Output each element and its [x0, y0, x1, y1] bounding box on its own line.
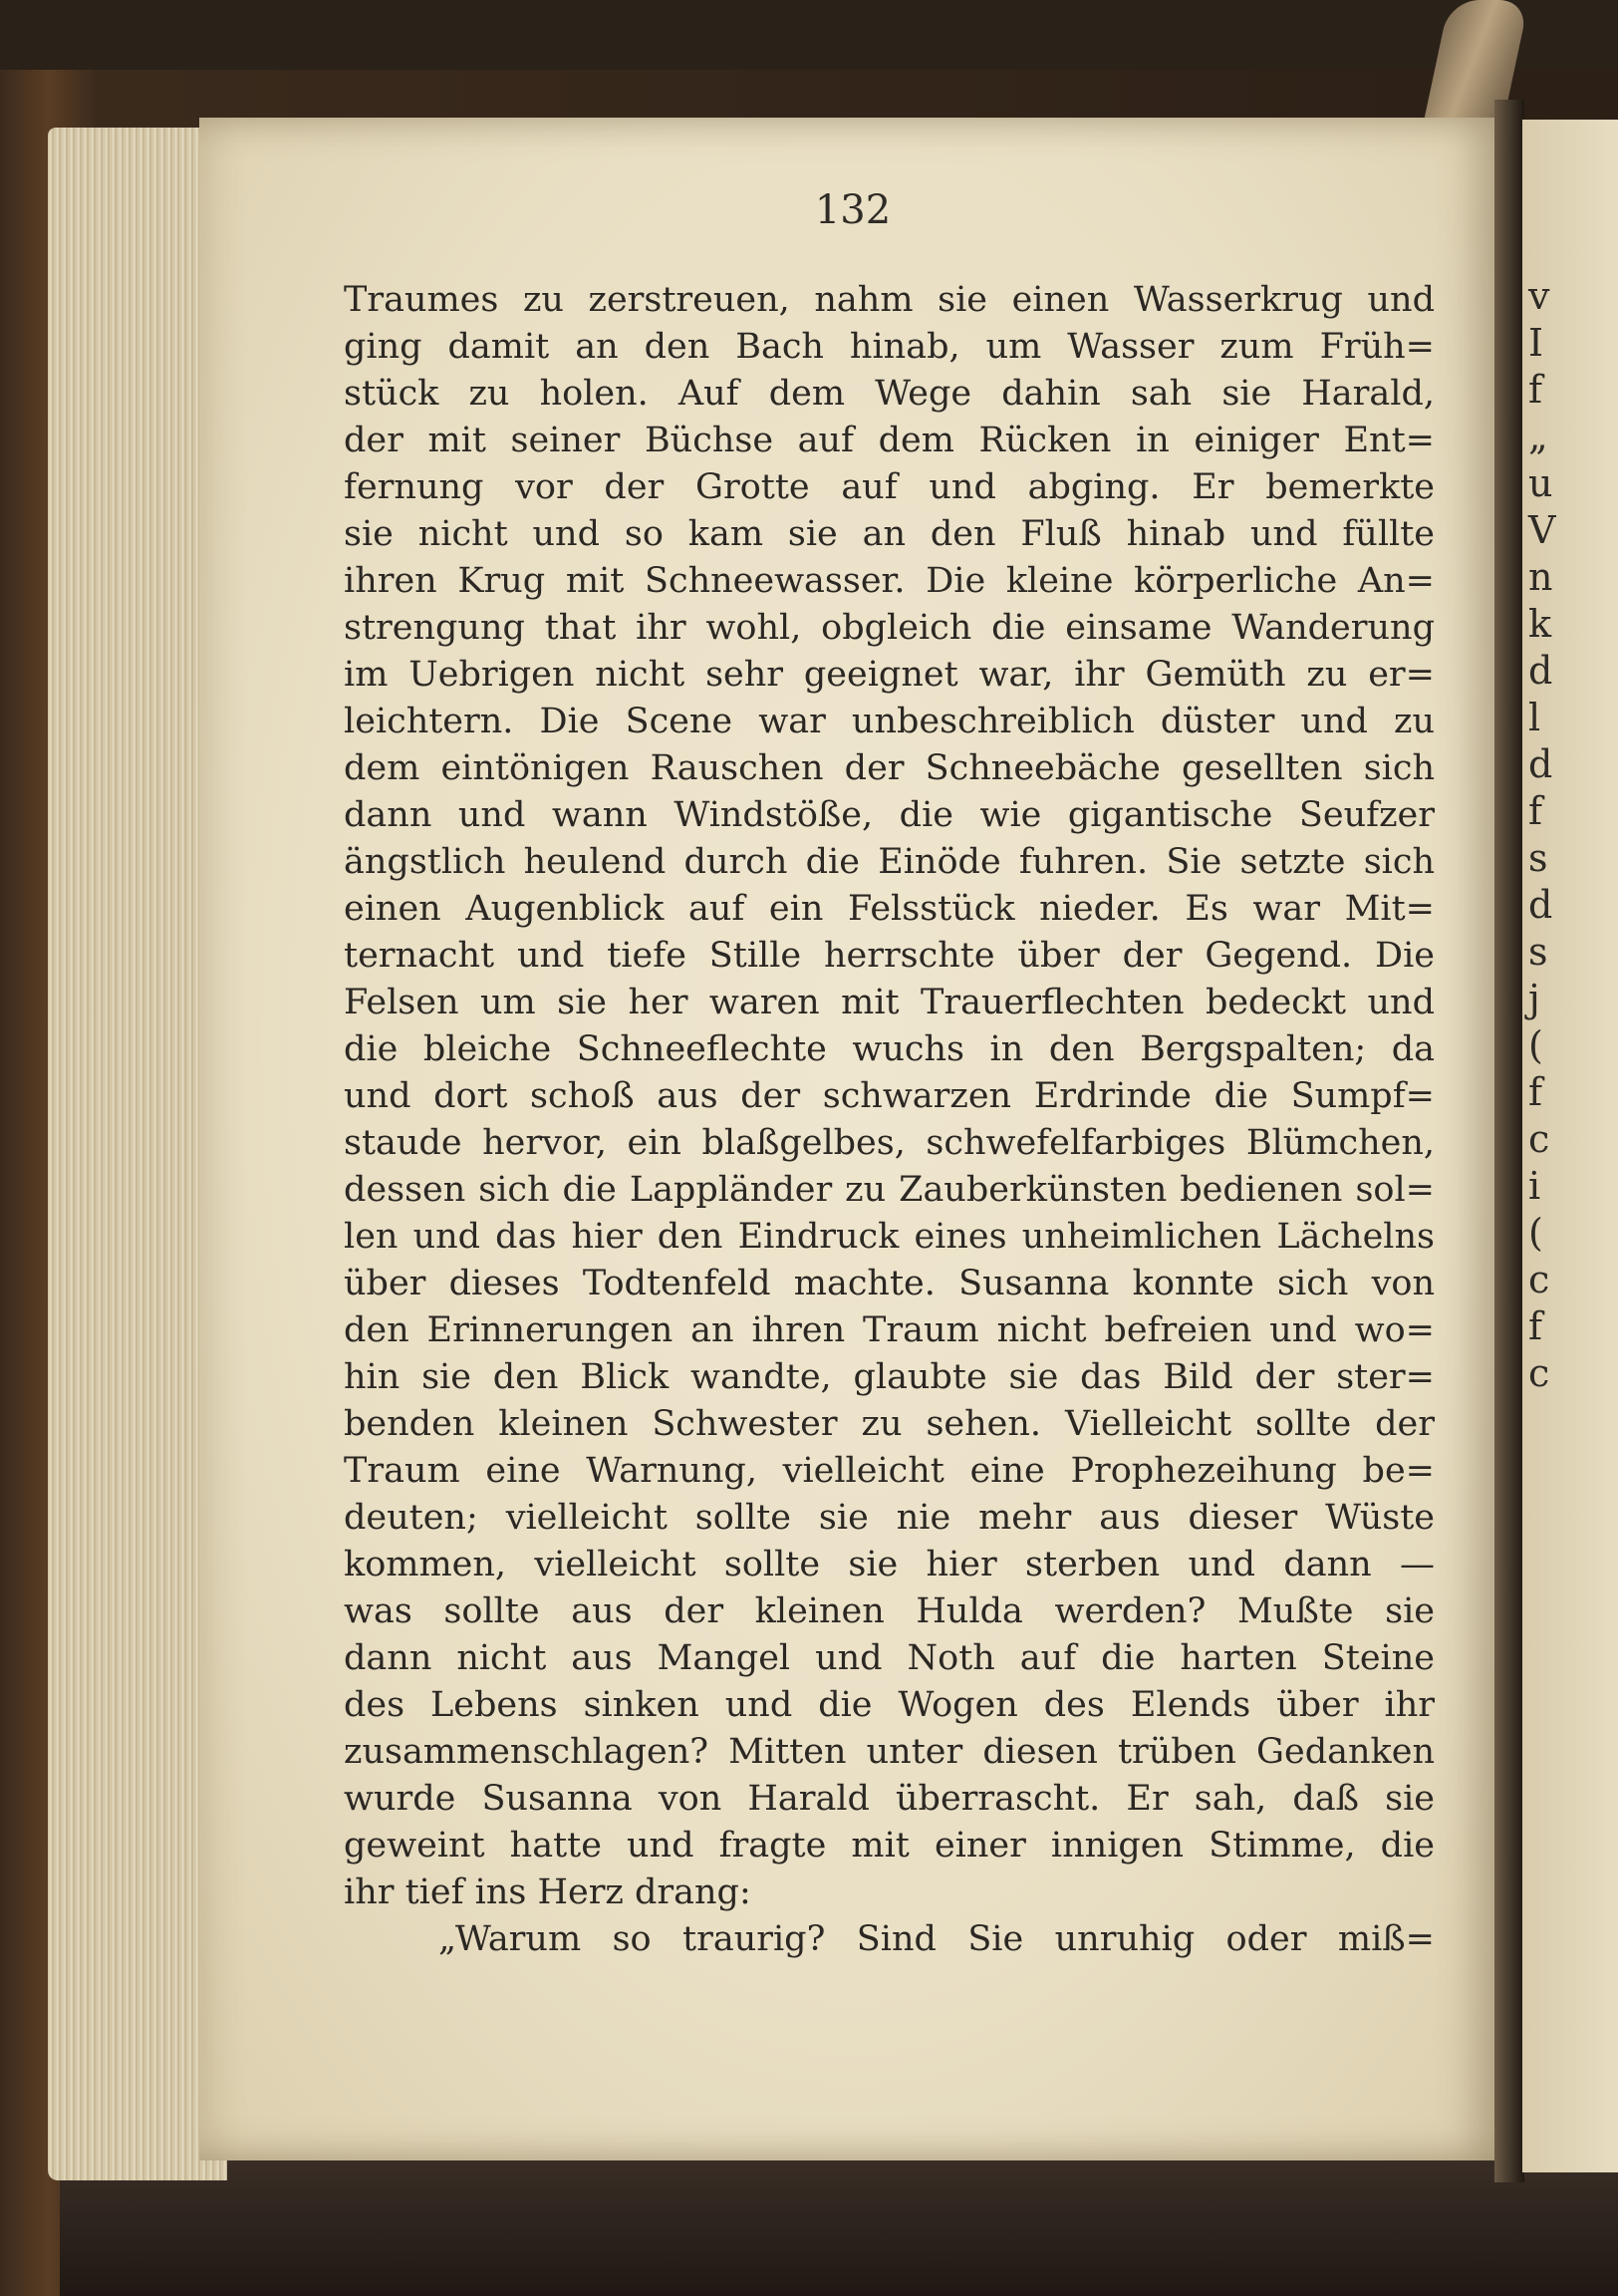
facing-page-fragment: d [1528, 649, 1553, 693]
text-line: die bleiche Schneeflechte wuchs in den Bergspalten; da [344, 1029, 1435, 1069]
text-line: ging damit an den Bach hinab, um Wasser zum Früh= [344, 327, 1435, 367]
text-line: ihren Krug mit Schneewasser. Die kleine körperliche An= [344, 561, 1435, 601]
text-line: staude hervor, ein blaßgelbes, schwefelfarbiges Blümchen, [344, 1123, 1435, 1163]
text-line: wurde Susanna von Harald überrascht. Er sah, daß sie [344, 1779, 1435, 1819]
facing-page-fragment: v [1528, 274, 1550, 318]
text-line: des Lebens sinken und die Wogen des Elends über ihr [344, 1685, 1435, 1725]
facing-page-fragment: f [1528, 368, 1543, 412]
text-line: zusammenschlagen? Mitten unter diesen trüben Gedanken [344, 1732, 1435, 1772]
text-line: Traum eine Warnung, vielleicht eine Prophezeihung be= [344, 1451, 1435, 1491]
facing-page-fragment: n [1528, 555, 1553, 599]
facing-page-fragment: I [1528, 321, 1544, 365]
text-line: stück zu holen. Auf dem Wege dahin sah sie Harald, [344, 374, 1435, 414]
facing-page-fragment: d [1528, 883, 1553, 927]
text-line: kommen, vielleicht sollte sie hier sterben und dann — [344, 1545, 1435, 1584]
text-line: was sollte aus der kleinen Hulda werden? Mußte sie [344, 1591, 1435, 1631]
text-line: leichtern. Die Scene war unbeschreiblich düster und zu [344, 702, 1435, 741]
facing-page-fragment: u [1528, 461, 1553, 505]
text-line: und dort schoß aus der schwarzen Erdrinde die Sumpf= [344, 1076, 1435, 1116]
text-line: Traumes zu zerstreuen, nahm sie einen Wasserkrug und [344, 280, 1435, 320]
facing-page-fragment: j [1528, 977, 1540, 1020]
facing-page-fragment: d [1528, 742, 1553, 786]
text-line: über dieses Todtenfeld machte. Susanna konnte sich von [344, 1264, 1435, 1303]
facing-page-fragment: s [1528, 836, 1548, 880]
facing-page-fragment: „ [1528, 415, 1548, 458]
facing-page-fragment: f [1528, 1070, 1543, 1114]
text-line: dann nicht aus Mangel und Noth auf die harten Steine [344, 1638, 1435, 1678]
text-line: fernung vor der Grotte auf und abging. Er bemerkte [344, 467, 1435, 507]
text-line: einen Augenblick auf ein Felsstück nieder. Es war Mit= [344, 889, 1435, 929]
facing-page-fragment: s [1528, 930, 1548, 974]
facing-page-fragment: f [1528, 1304, 1543, 1348]
facing-page [1522, 120, 1618, 2172]
text-line: hin sie den Blick wandte, glaubte sie das Bild der ster= [344, 1357, 1435, 1397]
text-line: im Uebrigen nicht sehr geeignet war, ihr Gemüth zu er= [344, 655, 1435, 695]
text-line: „Warum so traurig? Sind Sie unruhig oder miß= [438, 1919, 1435, 1959]
text-line: sie nicht und so kam sie an den Fluß hinab und füllte [344, 514, 1435, 554]
facing-page-fragment: V [1528, 508, 1556, 552]
text-line: ihr tief ins Herz drang: [344, 1872, 751, 1912]
text-line: strengung that ihr wohl, obgleich die einsame Wanderung [344, 608, 1435, 648]
facing-page-fragment: ( [1528, 1211, 1543, 1255]
text-line: ängstlich heulend durch die Einöde fuhren. Sie setzte sich [344, 842, 1435, 882]
text-line: dann und wann Windstöße, die wie gigantische Seufzer [344, 795, 1435, 835]
facing-page-fragment: k [1528, 602, 1552, 646]
page-text [344, 277, 1435, 1963]
text-line: den Erinnerungen an ihren Traum nicht befreien und wo= [344, 1310, 1435, 1350]
book-bottom-edge [60, 2152, 1618, 2296]
text-line: der mit seiner Büchse auf dem Rücken in einiger Ent= [344, 421, 1435, 460]
text-line: geweint hatte und fragte mit einer innigen Stimme, die [344, 1826, 1435, 1866]
text-line: len und das hier den Eindruck eines unheimlichen Lächelns [344, 1217, 1435, 1257]
facing-page-fragment: i [1528, 1164, 1541, 1208]
facing-page-fragment: f [1528, 789, 1543, 833]
facing-page-fragment: l [1528, 696, 1541, 739]
facing-page-fragment: c [1528, 1258, 1550, 1301]
text-line: benden kleinen Schwester zu sehen. Vielleicht sollte der [344, 1404, 1435, 1444]
text-line: dem eintönigen Rauschen der Schneebäche gesellten sich [344, 748, 1435, 788]
facing-page-fragment: c [1528, 1351, 1550, 1395]
text-line: dessen sich die Lappländer zu Zauberkünsten bedienen sol= [344, 1170, 1435, 1210]
book-gutter [1494, 100, 1524, 2182]
text-line: Felsen um sie her waren mit Trauerflechten bedeckt und [344, 983, 1435, 1022]
facing-page-fragment: ( [1528, 1023, 1543, 1067]
book-page [199, 118, 1506, 2160]
facing-page-fragment: c [1528, 1117, 1550, 1161]
text-line: ternacht und tiefe Stille herrschte über der Gegend. Die [344, 936, 1435, 976]
page-number: 132 [814, 187, 892, 233]
text-line: deuten; vielleicht sollte sie nie mehr aus dieser Wüste [344, 1498, 1435, 1538]
